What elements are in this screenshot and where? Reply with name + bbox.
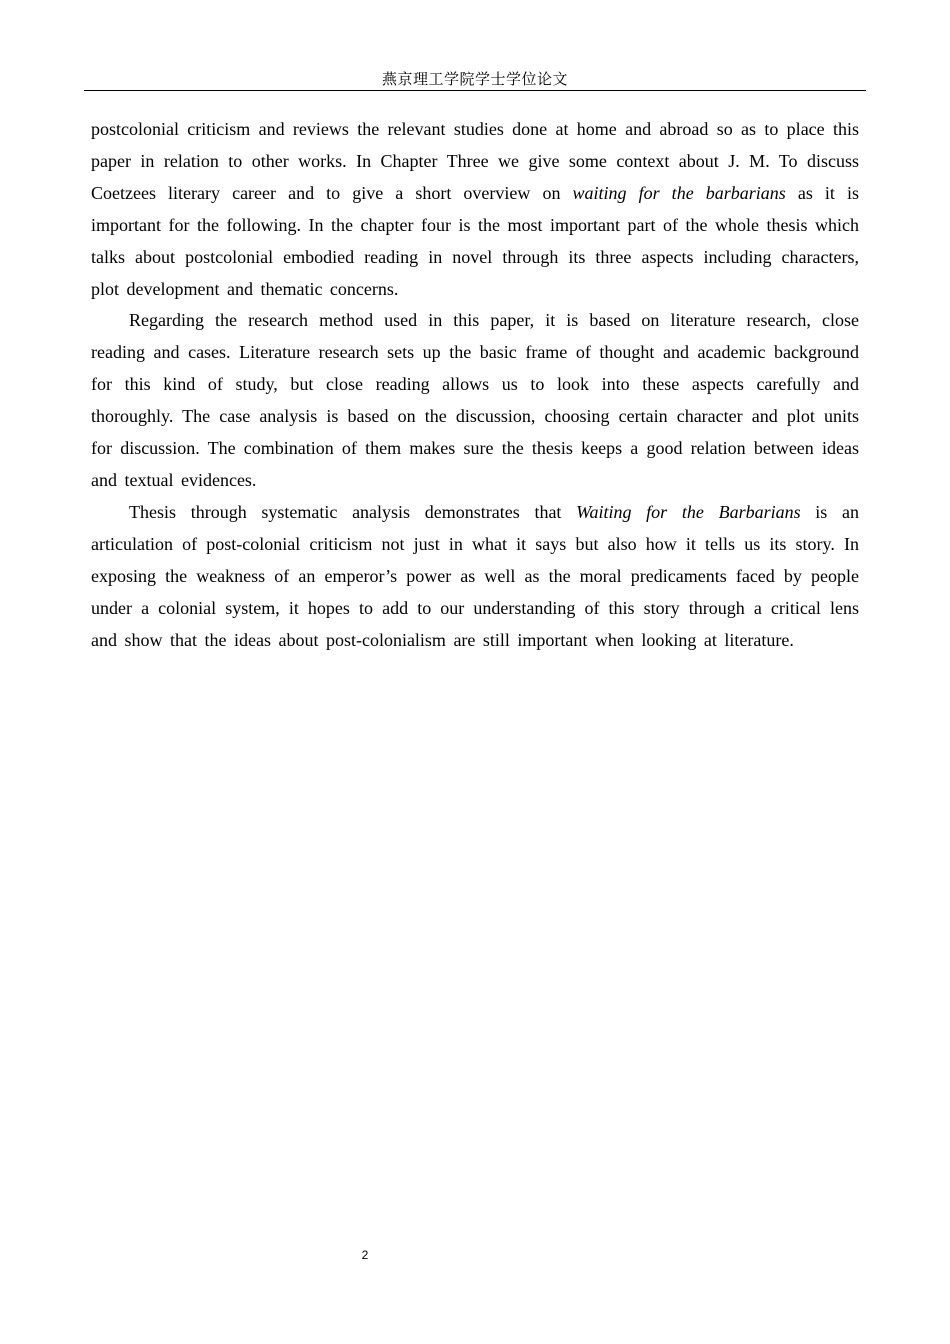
paragraph-text: postcolonial criticism and reviews the relevant studies done at home and abroad so as to place this paper in relation to other works. In Chapter Three we give some context about J. M. To discuss Coetzees literary career and to give a short overview on (91, 119, 859, 203)
header-title: 燕京理工学院学士学位论文 (381, 70, 568, 88)
paragraph-text: Thesis through systematic analysis demonstrates that (129, 501, 577, 522)
paragraph-text: Regarding the research method used in this paper, it is based on literature research, close reading and cases. Literature research sets up the basic frame of thought and academic background for this kind of study, but close reading allows us to look into these aspects carefully and thoroughly. The case analysis is based on the discussion, choosing certain character and plot units for discussion. The combination of them makes sure the thesis keeps a good relation between ideas and textual evidences. (91, 310, 859, 490)
paragraph-text: as it is important for the following. In the chapter four is the most important part of the whole thesis which talks about postcolonial embodied reading in novel through its three aspects including characters, plot development and thematic concerns. (91, 182, 859, 299)
page-number: 2 (361, 1248, 369, 1262)
running-header (84, 68, 866, 91)
book-title-italic: waiting for the barbarians (572, 182, 786, 203)
paragraph (91, 497, 859, 657)
paragraph (91, 114, 859, 305)
book-title-italic: Waiting for the Barbarians (576, 501, 801, 522)
body-text (91, 114, 859, 656)
paragraph (91, 305, 859, 496)
paragraph-text: is an articulation of post-colonial criticism not just in what it says but also how it tells us its story. In exposing the weakness of an emperor’s power as well as the moral predicaments faced by people under a colonial system, it hopes to add to our understanding of this story through a critical lens and show that the ideas about post-colonialism are still important when looking at literature. (91, 501, 859, 650)
